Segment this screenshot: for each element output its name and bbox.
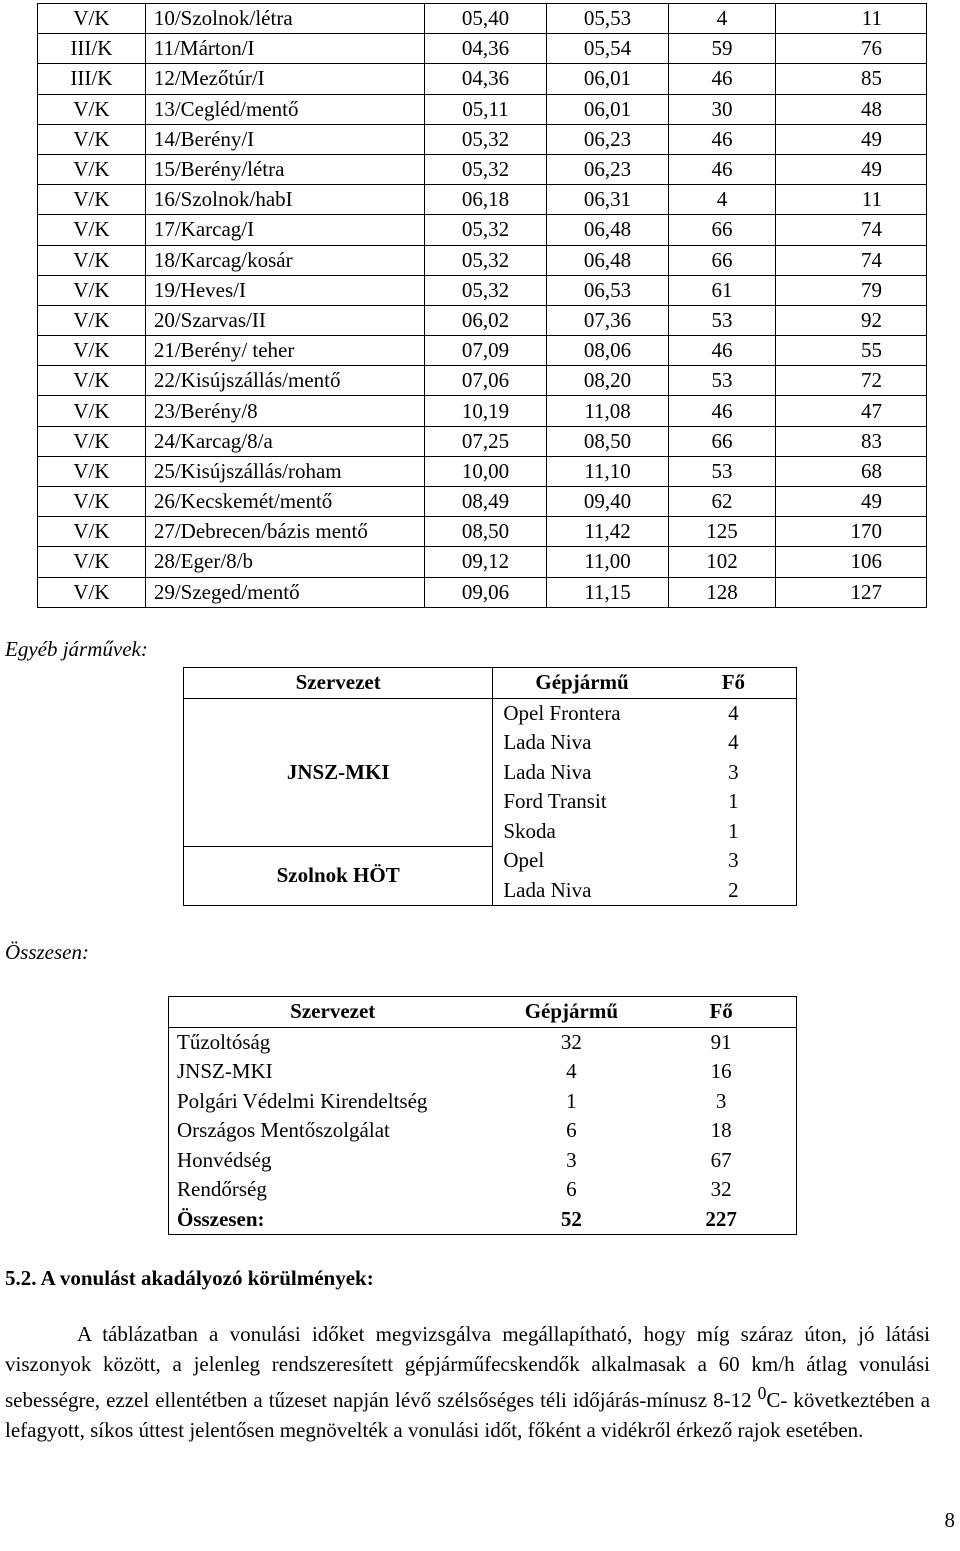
unit-cell: 27/Debrecen/bázis mentő — [145, 517, 424, 547]
persons-cell: 91 — [646, 1027, 796, 1057]
unit-cell: 10/Szolnok/létra — [145, 4, 424, 34]
vehicle-count-cell: 32 — [560, 1029, 582, 1054]
alarm-time-cell: 08,50 — [425, 517, 547, 547]
unit-cell: 22/Kisújszállás/mentő — [145, 366, 424, 396]
distance-cell: 61 — [669, 275, 776, 305]
table-row — [38, 426, 927, 456]
arrival-time-cell: 11,00 — [547, 547, 669, 577]
distance-cell: 4 — [669, 185, 776, 215]
degree-superscript: 0 — [757, 1383, 767, 1403]
table-row — [38, 336, 927, 366]
section-heading: 5.2. A vonulást akadályozó körülmények: — [5, 1266, 374, 1290]
duration-cell: 74 — [776, 245, 927, 275]
duration-cell: 55 — [776, 336, 927, 366]
category-cell: V/K — [38, 305, 146, 335]
unit-cell: 13/Cegléd/mentő — [145, 94, 424, 124]
alarm-time-cell: 05,32 — [425, 275, 547, 305]
duration-cell: 76 — [776, 34, 927, 64]
duration-cell: 11 — [776, 185, 927, 215]
category-cell: V/K — [38, 487, 146, 517]
table-row — [38, 487, 927, 517]
arrival-time-cell: 06,53 — [547, 275, 669, 305]
alarm-time-cell: 07,25 — [425, 426, 547, 456]
category-cell: V/K — [38, 426, 146, 456]
vehicle-cell: Ford Transit — [493, 787, 671, 817]
persons-cell: 3 — [671, 846, 797, 876]
table-row — [38, 396, 927, 426]
persons-cell: 67 — [646, 1146, 796, 1176]
persons-cell: 32 — [646, 1175, 796, 1205]
unit-cell: 17/Karcag/I — [145, 215, 424, 245]
table-row — [169, 1116, 797, 1146]
persons-cell: 2 — [671, 876, 797, 906]
unit-cell: 12/Mezőtúr/I — [145, 64, 424, 94]
table-row — [38, 4, 927, 34]
distance-cell: 62 — [669, 487, 776, 517]
duration-cell: 170 — [776, 517, 927, 547]
arrival-time-cell: 05,54 — [547, 34, 669, 64]
unit-cell: 11/Márton/I — [145, 34, 424, 64]
duration-cell: 49 — [776, 154, 927, 184]
vehicle-count-cell: 6 — [566, 1118, 577, 1143]
duration-cell: 72 — [776, 366, 927, 396]
distance-cell: 53 — [669, 366, 776, 396]
category-cell: V/K — [38, 245, 146, 275]
summary-table — [168, 996, 797, 1235]
table-row — [184, 846, 797, 876]
category-cell: III/K — [38, 64, 146, 94]
persons-cell: 3 — [671, 758, 797, 788]
distance-cell: 66 — [669, 245, 776, 275]
header-persons: Fő — [646, 997, 796, 1028]
distance-cell: 53 — [669, 305, 776, 335]
alarm-time-cell: 07,06 — [425, 366, 547, 396]
category-cell: V/K — [38, 517, 146, 547]
arrival-time-cell: 07,36 — [547, 305, 669, 335]
category-cell: V/K — [38, 275, 146, 305]
total-row — [169, 1205, 797, 1235]
arrival-time-cell: 08,20 — [547, 366, 669, 396]
paragraph-text-1: A táblázatban a vonulási időket megvizsgálva megállapítható, hogy míg száraz úton, jó látási viszonyok között, a jelenleg rendszeresített gépjárműfecskendők alkalmasak a 60 km/h átlag vonulási sebességre, ezzel ellentétben a tűzeset napján lévő szélsőséges téli időjárás-mínusz 8-12 — [5, 1322, 930, 1412]
persons-cell: 4 — [671, 728, 797, 758]
unit-cell: 24/Karcag/8/a — [145, 426, 424, 456]
organization-cell: Tűzoltóság — [169, 1027, 497, 1057]
table-row — [38, 124, 927, 154]
distance-cell: 4 — [669, 4, 776, 34]
alarm-time-cell: 05,40 — [425, 4, 547, 34]
table-row — [38, 577, 927, 607]
duration-cell: 92 — [776, 305, 927, 335]
arrival-time-cell: 06,23 — [547, 154, 669, 184]
unit-cell: 26/Kecskemét/mentő — [145, 487, 424, 517]
persons-cell: 227 — [646, 1205, 796, 1235]
table-row — [38, 366, 927, 396]
paragraph-text-2: C- következtében a lefagyott, síkos úttest jelentősen megnövelték a vonulási időt, főként a vidékről érkező rajok esetében. — [5, 1388, 931, 1442]
alarm-time-cell: 08,49 — [425, 487, 547, 517]
arrival-time-cell: 11,15 — [547, 577, 669, 607]
organization-cell: JNSZ-MKI — [184, 698, 493, 846]
header-vehicle: Gépjármű — [496, 997, 646, 1028]
unit-cell: 16/Szolnok/habI — [145, 185, 424, 215]
vehicle-count-cell: 52 — [496, 1205, 646, 1235]
duration-cell: 79 — [776, 275, 927, 305]
alarm-time-cell: 09,06 — [425, 577, 547, 607]
unit-cell: 14/Berény/I — [145, 124, 424, 154]
category-cell: V/K — [38, 366, 146, 396]
table-row — [38, 245, 927, 275]
header-vehicle: Gépjármű — [493, 668, 671, 699]
alarm-time-cell: 05,32 — [425, 245, 547, 275]
header-persons: Fő — [671, 668, 797, 699]
vehicle-cell: Lada Niva — [493, 758, 671, 788]
table-row — [38, 154, 927, 184]
arrival-time-cell: 06,31 — [547, 185, 669, 215]
category-cell: V/K — [38, 547, 146, 577]
duration-cell: 68 — [776, 456, 927, 486]
unit-cell: 15/Berény/létra — [145, 154, 424, 184]
unit-cell: 23/Berény/8 — [145, 396, 424, 426]
organization-cell: Országos Mentőszolgálat — [169, 1116, 497, 1146]
category-cell: V/K — [38, 154, 146, 184]
duration-cell: 106 — [776, 547, 927, 577]
arrival-time-cell: 08,06 — [547, 336, 669, 366]
alarm-time-cell: 09,12 — [425, 547, 547, 577]
category-cell: V/K — [38, 124, 146, 154]
arrival-time-cell: 06,48 — [547, 215, 669, 245]
table-row — [38, 64, 927, 94]
category-cell: V/K — [38, 94, 146, 124]
vehicle-cell: Skoda — [493, 817, 671, 847]
distance-cell: 66 — [669, 215, 776, 245]
distance-cell: 46 — [669, 396, 776, 426]
distance-cell: 102 — [669, 547, 776, 577]
table-row — [169, 1146, 797, 1176]
arrival-time-cell: 06,48 — [547, 245, 669, 275]
category-cell: V/K — [38, 4, 146, 34]
vehicle-cell: Lada Niva — [493, 728, 671, 758]
duration-cell: 11 — [776, 4, 927, 34]
vehicle-count-cell: 6 — [566, 1177, 577, 1202]
duration-cell: 85 — [776, 64, 927, 94]
organization-cell: Összesen: — [169, 1205, 497, 1235]
category-cell: III/K — [38, 34, 146, 64]
alarm-time-cell: 05,32 — [425, 124, 547, 154]
distance-cell: 46 — [669, 336, 776, 366]
table-row — [38, 275, 927, 305]
unit-cell: 20/Szarvas/II — [145, 305, 424, 335]
distance-cell: 66 — [669, 426, 776, 456]
organization-cell: Rendőrség — [169, 1175, 497, 1205]
alarm-time-cell: 06,18 — [425, 185, 547, 215]
unit-cell: 19/Heves/I — [145, 275, 424, 305]
duration-cell: 127 — [776, 577, 927, 607]
arrival-time-cell: 11,08 — [547, 396, 669, 426]
response-times-table — [37, 3, 927, 608]
table-row — [169, 1057, 797, 1087]
alarm-time-cell: 04,36 — [425, 34, 547, 64]
table-header-row — [184, 668, 797, 699]
alarm-time-cell: 04,36 — [425, 64, 547, 94]
alarm-time-cell: 06,02 — [425, 305, 547, 335]
distance-cell: 46 — [669, 154, 776, 184]
table-row — [38, 215, 927, 245]
vehicle-cell: Opel — [493, 846, 671, 876]
persons-cell: 18 — [646, 1116, 796, 1146]
arrival-time-cell: 05,53 — [547, 4, 669, 34]
table-row — [38, 456, 927, 486]
distance-cell: 53 — [669, 456, 776, 486]
arrival-time-cell: 09,40 — [547, 487, 669, 517]
category-cell: V/K — [38, 396, 146, 426]
organization-cell: Honvédség — [169, 1146, 497, 1176]
distance-cell: 125 — [669, 517, 776, 547]
arrival-time-cell: 06,01 — [547, 64, 669, 94]
distance-cell: 128 — [669, 577, 776, 607]
category-cell: V/K — [38, 215, 146, 245]
unit-cell: 18/Karcag/kosár — [145, 245, 424, 275]
arrival-time-cell: 08,50 — [547, 426, 669, 456]
header-organization: Szervezet — [169, 997, 497, 1028]
duration-cell: 74 — [776, 215, 927, 245]
category-cell: V/K — [38, 577, 146, 607]
alarm-time-cell: 05,11 — [425, 94, 547, 124]
organization-cell: Polgári Védelmi Kirendeltség — [169, 1087, 497, 1117]
duration-cell: 49 — [776, 124, 927, 154]
alarm-time-cell: 05,32 — [425, 215, 547, 245]
body-paragraph — [5, 1320, 930, 1445]
table-row — [169, 1027, 797, 1057]
alarm-time-cell: 07,09 — [425, 336, 547, 366]
table-row — [38, 305, 927, 335]
table-row — [169, 1087, 797, 1117]
vehicle-cell: Opel Frontera — [493, 698, 671, 728]
other-vehicles-label: Egyéb járművek: — [5, 637, 148, 661]
vehicle-count-cell: 3 — [566, 1147, 577, 1172]
category-cell: V/K — [38, 456, 146, 486]
distance-cell: 46 — [669, 124, 776, 154]
distance-cell: 30 — [669, 94, 776, 124]
arrival-time-cell: 06,01 — [547, 94, 669, 124]
organization-cell: Szolnok HÖT — [184, 846, 493, 906]
duration-cell: 49 — [776, 487, 927, 517]
persons-cell: 16 — [646, 1057, 796, 1087]
table-header-row — [169, 997, 797, 1028]
table-row — [38, 517, 927, 547]
other-vehicles-table — [183, 667, 797, 906]
table-row — [38, 34, 927, 64]
category-cell: V/K — [38, 336, 146, 366]
header-organization: Szervezet — [184, 668, 493, 699]
duration-cell: 48 — [776, 94, 927, 124]
table-row — [169, 1175, 797, 1205]
alarm-time-cell: 10,19 — [425, 396, 547, 426]
page-number: 8 — [944, 1508, 955, 1532]
duration-cell: 47 — [776, 396, 927, 426]
vehicle-count-cell: 1 — [566, 1088, 577, 1113]
alarm-time-cell: 05,32 — [425, 154, 547, 184]
alarm-time-cell: 10,00 — [425, 456, 547, 486]
duration-cell: 83 — [776, 426, 927, 456]
arrival-time-cell: 11,10 — [547, 456, 669, 486]
total-label: Összesen: — [5, 940, 89, 964]
table-row — [184, 698, 797, 728]
category-cell: V/K — [38, 185, 146, 215]
persons-cell: 3 — [646, 1087, 796, 1117]
persons-cell: 1 — [671, 817, 797, 847]
distance-cell: 46 — [669, 64, 776, 94]
unit-cell: 28/Eger/8/b — [145, 547, 424, 577]
distance-cell: 59 — [669, 34, 776, 64]
unit-cell: 29/Szeged/mentő — [145, 577, 424, 607]
table-row — [38, 547, 927, 577]
persons-cell: 1 — [671, 787, 797, 817]
table-row — [38, 94, 927, 124]
unit-cell: 21/Berény/ teher — [145, 336, 424, 366]
persons-cell: 4 — [671, 698, 797, 728]
unit-cell: 25/Kisújszállás/roham — [145, 456, 424, 486]
table-row — [38, 185, 927, 215]
vehicle-count-cell: 4 — [566, 1059, 577, 1084]
arrival-time-cell: 06,23 — [547, 124, 669, 154]
arrival-time-cell: 11,42 — [547, 517, 669, 547]
vehicle-cell: Lada Niva — [493, 876, 671, 906]
organization-cell: JNSZ-MKI — [169, 1057, 497, 1087]
